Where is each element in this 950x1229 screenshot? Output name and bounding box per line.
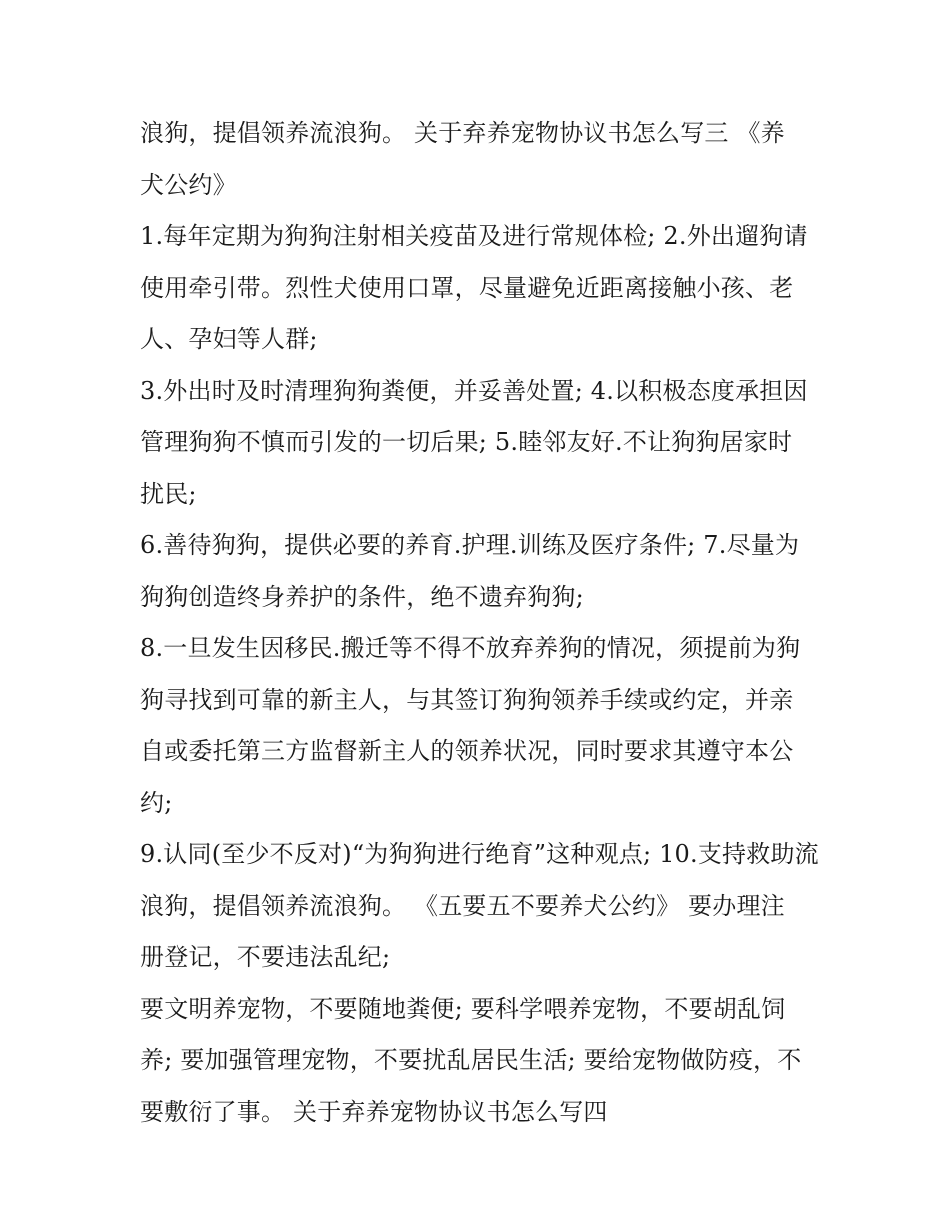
text-line: 6.善待狗狗，提供必要的养育.护理.训练及医疗条件; 7.尽量为 bbox=[140, 531, 800, 559]
text-line: 要文明养宠物，不要随地粪便; 要科学喂养宠物，不要胡乱饲 bbox=[140, 994, 786, 1023]
text-line: 浪狗，提倡领养流浪狗。 关于弃养宠物协议书怎么写三 《养 bbox=[140, 119, 785, 147]
text-line: 要敷衍了事。 关于弃养宠物协议书怎么写四 bbox=[140, 1097, 608, 1126]
text-line: 使用牵引带。烈性犬使用口罩，尽量避免近距离接触小孩、老 bbox=[140, 273, 794, 302]
document-body bbox=[140, 108, 820, 1138]
text-line: 狗寻找到可靠的新主人，与其签订狗狗领养手续或约定，并亲 bbox=[140, 685, 794, 714]
text-line: 8.一旦发生因移民.搬迁等不得不放弃养狗的情况，须提前为狗 bbox=[140, 634, 801, 662]
text-line: 扰民; bbox=[140, 479, 197, 508]
text-line: 3.外出时及时清理狗狗粪便，并妥善处置; 4.以积极态度承担因 bbox=[140, 376, 808, 405]
text-line: 管理狗狗不慎而引发的一切后果; 5.睦邻友好.不让狗狗居家时 bbox=[140, 428, 793, 456]
text-line: 犬公约》 bbox=[140, 170, 237, 199]
text-line: 9.认同(至少不反对)“为狗狗进行绝育”这种观点; 10.支持救助流 bbox=[140, 840, 819, 868]
text-line: 养; 要加强管理宠物，不要扰乱居民生活; 要给宠物做防疫，不 bbox=[140, 1046, 802, 1074]
text-line: 册登记，不要违法乱纪; bbox=[140, 943, 391, 971]
text-line: 约; bbox=[140, 788, 173, 817]
text-line: 人、孕妇等人群; bbox=[140, 325, 318, 353]
text-line: 狗狗创造终身养护的条件，绝不遗弃狗狗; bbox=[140, 582, 584, 611]
text-line: 1.每年定期为狗狗注射相关疫苗及进行常规体检; 2.外出遛狗请 bbox=[140, 222, 808, 250]
text-line: 自或委托第三方监督新主人的领养状况，同时要求其遵守本公 bbox=[140, 737, 794, 765]
text-line: 浪狗，提倡领养流浪狗。 《五要五不要养犬公约》 要办理注 bbox=[140, 891, 785, 920]
